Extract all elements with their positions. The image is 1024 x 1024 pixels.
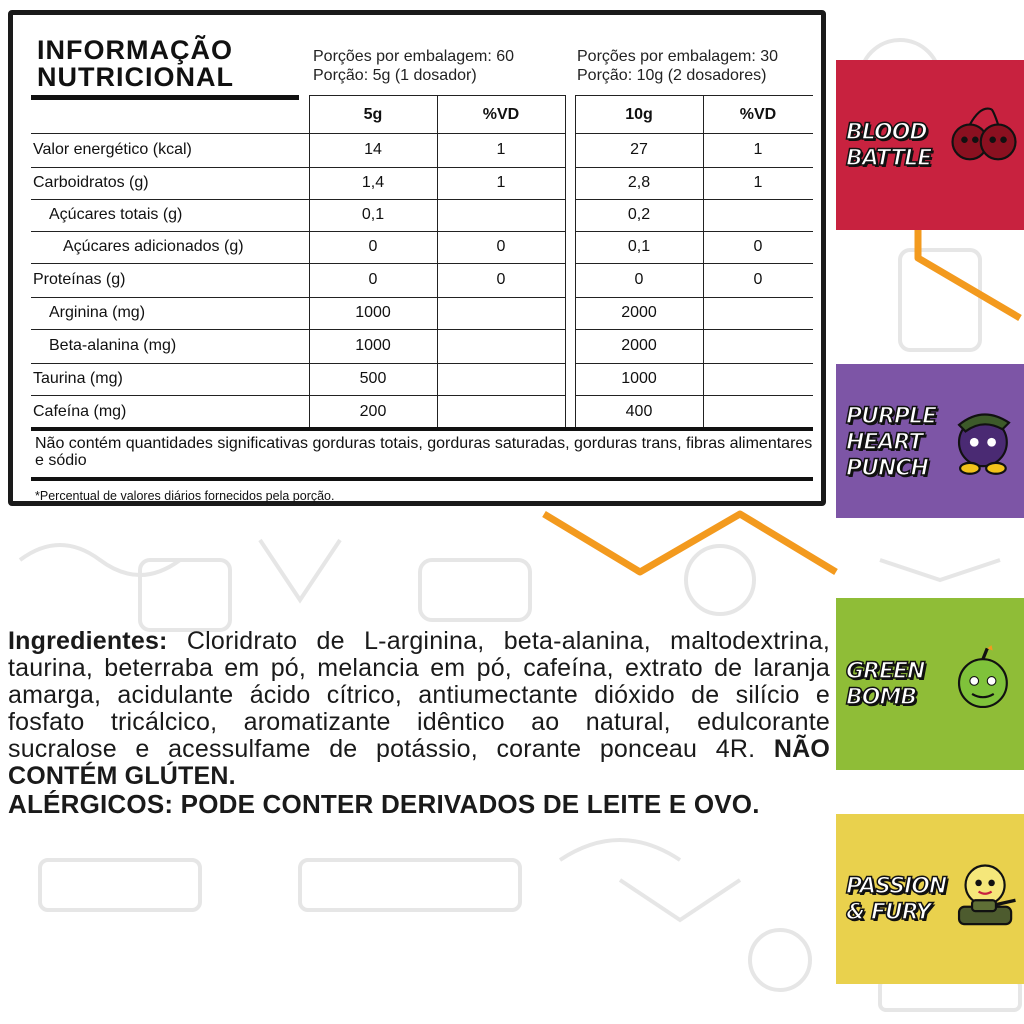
footnote: *Percentual de valores diários fornecidos pela porção.	[35, 489, 335, 503]
flavor-card	[836, 814, 1024, 984]
row-label: Arginina (mg)	[49, 304, 146, 321]
row-value: 200	[359, 403, 387, 420]
row-label: Proteínas (g)	[33, 271, 126, 288]
row-value: 1000	[621, 370, 657, 387]
row-value: 27	[630, 141, 648, 158]
row-rule-a	[31, 167, 565, 168]
panel-title	[37, 37, 234, 91]
row-value: 0	[368, 238, 378, 255]
flavor-name-line: & FURY	[846, 900, 931, 925]
row-value: 14	[364, 141, 382, 158]
title-rule	[31, 95, 299, 100]
row-value: 1000	[355, 304, 391, 321]
nutrition-facts-panel	[8, 10, 826, 506]
row-value: 1	[496, 141, 506, 158]
row-rule-a	[31, 363, 565, 364]
flavor-name-line: BOMB	[846, 685, 917, 710]
row-rule-b	[575, 363, 813, 364]
flavor-name-line: BLOOD	[846, 120, 927, 145]
row-value: 500	[359, 370, 387, 387]
row-rule-b	[575, 263, 813, 264]
servings-per-pack-5g: Porções por embalagem: 60	[313, 48, 514, 65]
row-value: 1,4	[361, 174, 385, 191]
ingredients-label: Ingredientes:	[8, 627, 168, 655]
row-value: 1	[753, 174, 763, 191]
note-top-rule	[31, 427, 813, 431]
row-rule-a	[31, 395, 565, 396]
row-rule-a	[31, 329, 565, 330]
row-label: Beta-alanina (mg)	[49, 337, 177, 354]
row-value: 400	[625, 403, 653, 420]
passionfruit-tank-icon	[948, 859, 1020, 935]
row-rule-a	[31, 263, 565, 264]
row-rule-b	[575, 297, 813, 298]
apple-bomb-icon	[948, 644, 1020, 720]
header-5g: 5g	[363, 106, 383, 123]
col-rule-a	[437, 95, 438, 429]
allergen-warning: ALÉRGICOS: PODE CONTER DERIVADOS DE LEITE E OVO.	[8, 789, 760, 819]
flavor-name-line: PURPLE	[846, 404, 937, 429]
title-line-2: NUTRICIONAL	[37, 62, 234, 92]
header-top-rule-b	[575, 95, 813, 96]
header-bottom-rule-b	[575, 133, 813, 134]
flavor-card	[836, 598, 1024, 770]
row-label: Carboidratos (g)	[33, 174, 149, 191]
flavor-name-line: PUNCH	[846, 456, 928, 481]
row-value: 0	[496, 271, 506, 288]
grape-soldier-icon	[948, 401, 1020, 477]
portion-5g: Porção: 5g (1 dosador)	[313, 67, 477, 84]
row-value: 0	[753, 238, 763, 255]
row-label: Taurina (mg)	[33, 370, 123, 387]
row-value: 2000	[621, 304, 657, 321]
row-label: Cafeína (mg)	[33, 403, 127, 420]
row-label: Açúcares adicionados (g)	[63, 238, 244, 255]
row-rule-b	[575, 329, 813, 330]
row-value: 2000	[621, 337, 657, 354]
header-10g: 10g	[625, 106, 653, 123]
col-rule-a	[565, 95, 566, 429]
servings-per-pack-10g: Porções por embalagem: 30	[577, 48, 778, 65]
row-rule-b	[575, 231, 813, 232]
row-value: 2,8	[627, 174, 651, 191]
row-rule-a	[31, 297, 565, 298]
row-rule-a	[31, 231, 565, 232]
flavor-name-line: PASSION	[846, 874, 947, 899]
col-rule-b	[703, 95, 704, 429]
flavor-name-line: BATTLE	[846, 146, 932, 171]
nutrition-note: Não contém quantidades significativas gorduras totais, gorduras saturadas, gorduras trans, fibras alimentares e sódio	[35, 435, 813, 469]
row-rule-b	[575, 395, 813, 396]
header-vd-5g: %VD	[482, 106, 520, 123]
row-value: 0,2	[627, 206, 651, 223]
row-value: 0	[496, 238, 506, 255]
header-bottom-rule-a	[31, 133, 565, 134]
portion-10g: Porção: 10g (2 dosadores)	[577, 67, 767, 84]
row-value: 1	[753, 141, 763, 158]
row-value: 0	[753, 271, 763, 288]
flavor-name-line: GREEN	[846, 659, 925, 684]
col-rule-b	[575, 95, 576, 429]
row-value: 1000	[355, 337, 391, 354]
title-line-1: INFORMAÇÃO	[37, 35, 233, 65]
row-label: Valor energético (kcal)	[33, 141, 192, 158]
row-rule-b	[575, 199, 813, 200]
col-rule-a	[309, 95, 310, 429]
cherry-skull-icon	[948, 105, 1020, 181]
note-bottom-rule	[31, 477, 813, 481]
row-value: 0	[634, 271, 644, 288]
row-rule-a	[31, 199, 565, 200]
gluten-warning: NÃO CONTÉM GLÚTEN.	[8, 735, 830, 790]
row-value: 0,1	[627, 238, 651, 255]
row-label: Açúcares totais (g)	[49, 206, 183, 223]
ingredients-block	[8, 628, 830, 818]
row-value: 0	[368, 271, 378, 288]
row-value: 0,1	[361, 206, 385, 223]
row-value: 1	[496, 174, 506, 191]
flavor-card	[836, 60, 1024, 230]
header-vd-10g: %VD	[739, 106, 777, 123]
row-rule-b	[575, 167, 813, 168]
flavor-card	[836, 364, 1024, 518]
ingredients-text: Cloridrato de L-arginina, beta-alanina, maltodextrina, taurina, beterraba em pó, melancia em pó, cafeína, extrato de laranja amarga, acidulante ácido cítrico, antiumectante dióxido de silício e fosfato tricálcico, aromatizante idêntico ao natural, edulcorante sucralose e acessulfame de potássio, corante ponceau 4R.	[8, 627, 830, 763]
flavor-name-line: HEART	[846, 430, 923, 455]
